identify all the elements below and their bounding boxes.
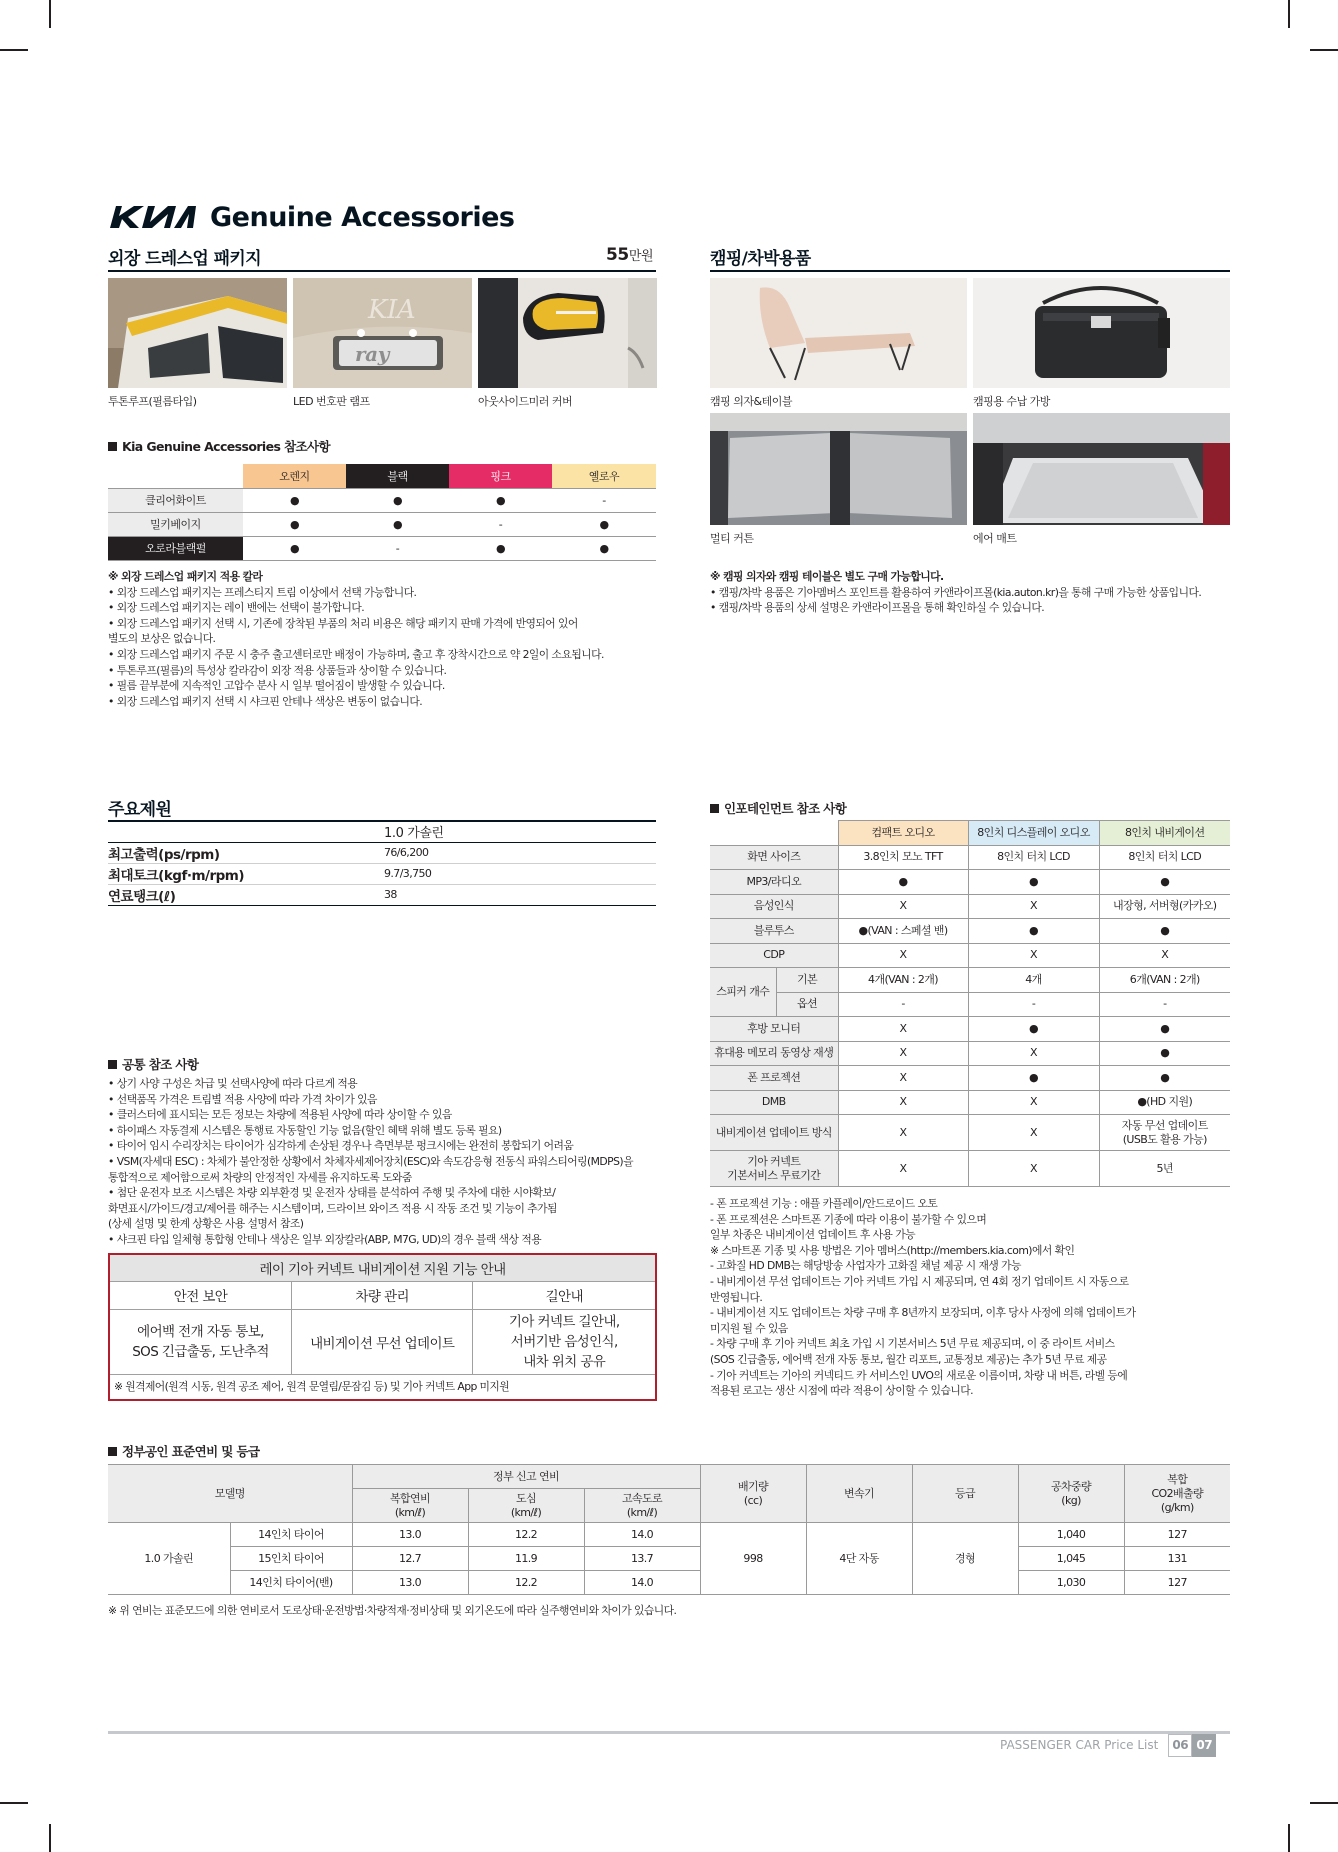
table-cell: - xyxy=(1099,992,1230,1017)
table-row xyxy=(710,1041,1230,1066)
row-label: MP3/라디오 xyxy=(710,870,838,895)
table-cell: ● xyxy=(449,488,552,512)
row-label: 밀키베이지 xyxy=(108,512,243,536)
table-cell xyxy=(1099,1115,1230,1151)
table-cell: 8인치 터치 LCD xyxy=(968,845,1099,870)
note-line: • 타이어 임시 수리장치는 타이어가 심각하게 손상된 경우나 측면부분 펑크시에는 완전히 봉합되기 어려움 xyxy=(108,1139,574,1153)
table-cell: 11.9 xyxy=(468,1547,584,1571)
color-ref-table xyxy=(108,464,656,561)
table-cell: - xyxy=(968,992,1099,1017)
note-line: • 선택품목 가격은 트림별 적용 사양에 따라 가격 차이가 있음 xyxy=(108,1092,377,1106)
table-header-row xyxy=(108,822,656,842)
table-cell: X xyxy=(838,943,968,968)
brand-header xyxy=(108,200,514,234)
cell-line: 기본서비스 무료기간 xyxy=(727,1168,821,1182)
table-row xyxy=(108,1571,1230,1595)
note-line: - 폰 프로젝션은 스마트폰 기종에 따라 이용이 불가할 수 있으며 xyxy=(710,1212,987,1226)
crop-mark xyxy=(0,49,28,51)
cell-line: 공차중량 xyxy=(1050,1479,1092,1493)
infotainment-title-text: 인포테인먼트 참조 사항 xyxy=(724,801,847,816)
spec-label: 최대토크(kgf·m/rpm) xyxy=(108,863,384,884)
table-cell: X xyxy=(838,1066,968,1091)
cell-line: (kg) xyxy=(1061,1493,1081,1507)
page-number-left: 06 xyxy=(1168,1734,1192,1757)
note-line: • 외장 드레스업 패키지 선택 시, 기존에 장착된 부품의 처리 비용은 해당 패키지 판매 가격에 반영되어 있어 xyxy=(108,616,578,630)
table-cell: X xyxy=(1099,943,1230,968)
table-cell: ●(VAN : 스페셜 밴) xyxy=(838,919,968,944)
cell-line: 내차 위치 공유 xyxy=(523,1353,606,1370)
table-row xyxy=(710,1066,1230,1091)
table-row xyxy=(110,1374,655,1399)
table-cell: ● xyxy=(1099,870,1230,895)
common-title-text: 공통 참조 사항 xyxy=(122,1057,199,1072)
connect-header-safety: 안전 보안 xyxy=(110,1282,291,1310)
table-cell: 1,045 xyxy=(1018,1547,1124,1571)
table-cell: X xyxy=(838,1041,968,1066)
notes-heading: ※ 외장 드레스업 패키지 적용 칼라 xyxy=(108,570,263,583)
table-cell: X xyxy=(968,1090,1099,1115)
note-line: - 기아 커넥트는 기아의 커넥티드 카 서비스인 UVO의 새로운 이름이며, 차량 내 버튼, 라벨 등에 xyxy=(710,1368,1128,1382)
table-cell: X xyxy=(838,1090,968,1115)
note-line: (SOS 긴급출동, 에어백 전개 자동 통보, 월간 리포트, 교통정보 제공)는 추가 5년 무료 제공 xyxy=(710,1352,1107,1366)
two-tone-roof-caption: 투톤루프(필름타입) xyxy=(108,395,197,408)
table-cell: 13.7 xyxy=(584,1547,700,1571)
table-cell: ● xyxy=(1099,919,1230,944)
note-line: 통합적으로 제어함으로써 차량의 안정적인 자세를 유지하도록 도와줌 xyxy=(108,1170,412,1184)
cell-line: 자동 무선 업데이트 xyxy=(1121,1118,1208,1132)
note-line: - 차량 구매 후 기아 커넥트 최초 가입 시 기본서비스 5년 무료 제공되며, 이 중 라이트 서비스 xyxy=(710,1337,1115,1351)
kia-logo-icon xyxy=(108,204,198,230)
note-line: • 샤크핀 타입 일체형 통합형 안테나 색상은 일부 외장칼라(ABP, M7G, UD)의 경우 블랙 색상 적용 xyxy=(108,1232,542,1246)
table-cell: ● xyxy=(243,488,346,512)
row-label: 내비게이션 업데이트 방식 xyxy=(710,1115,838,1151)
svg-text:ray: ray xyxy=(355,342,389,366)
note-line: • 외장 드레스업 패키지는 레이 밴에는 선택이 불가합니다. xyxy=(108,601,365,615)
spec-column-header: 1.0 가솔린 xyxy=(384,822,656,842)
note-line: • 클러스터에 표시되는 모든 정보는 차량에 적용된 사양에 따라 상이할 수 있음 xyxy=(108,1108,452,1122)
row-label: CDP xyxy=(710,943,838,968)
specs-table xyxy=(108,822,656,906)
fuel-model-cell: 1.0 가솔린 xyxy=(108,1523,230,1595)
table-cell: 14.0 xyxy=(584,1523,700,1547)
dressup-price-unit: 만원 xyxy=(628,249,654,264)
table-cell: 13.0 xyxy=(352,1571,468,1595)
table-header-blank xyxy=(108,822,384,842)
crop-mark xyxy=(1288,1824,1290,1852)
table-cell: ● xyxy=(243,512,346,536)
color-header-black: 블랙 xyxy=(346,464,449,488)
table-row xyxy=(710,894,1230,919)
note-line: • 상기 사양 구성은 차급 및 선택사양에 따라 다르게 적용 xyxy=(108,1077,358,1090)
table-row xyxy=(108,536,656,560)
fuel-title xyxy=(108,1442,259,1460)
table-row xyxy=(710,919,1230,944)
note-line: 적용된 로고는 생산 시점에 따라 적용이 상이할 수 있습니다. xyxy=(710,1384,974,1398)
note-line: • 투톤루프(필름)의 특성상 칼라감이 외장 적용 상품들과 상이할 수 있습니다. xyxy=(108,663,447,677)
fuel-grade-cell: 경형 xyxy=(912,1523,1018,1595)
cell-line: 기아 커넥트 길안내, xyxy=(508,1313,620,1330)
crop-mark xyxy=(1310,49,1338,51)
section-rule xyxy=(108,270,656,272)
cell-line: (km/ℓ) xyxy=(394,1505,426,1519)
common-notes xyxy=(108,1076,633,1248)
table-row xyxy=(710,1017,1230,1042)
table-row xyxy=(710,943,1230,968)
dressup-price xyxy=(606,245,653,265)
row-label: 후방 모니터 xyxy=(710,1017,838,1042)
spec-value: 9.7/3,750 xyxy=(384,863,656,884)
table-cell: ● xyxy=(243,536,346,560)
table-cell: X xyxy=(968,943,1099,968)
fuel-tire-cell: 15인치 타이어 xyxy=(230,1547,352,1571)
fuel-transmission-cell: 4단 자동 xyxy=(806,1523,912,1595)
table-cell: - xyxy=(838,992,968,1017)
table-cell: ● xyxy=(968,1066,1099,1091)
table-cell: 12.7 xyxy=(352,1547,468,1571)
crop-mark xyxy=(1288,0,1290,28)
table-cell: ● xyxy=(346,512,449,536)
cell-line: 복합연비 xyxy=(389,1491,431,1505)
table-header-blank xyxy=(108,464,243,488)
connect-navigation-cell xyxy=(473,1309,655,1374)
common-title xyxy=(108,1055,198,1073)
dressup-title: 외장 드레스업 패키지 xyxy=(108,249,262,269)
notes-heading: ※ 캠핑 의자와 캠핑 테이블은 별도 구매 가능합니다. xyxy=(710,570,944,583)
connect-header-navigation: 길안내 xyxy=(473,1282,655,1310)
fuel-header-model: 모델명 xyxy=(108,1465,352,1523)
table-cell: 8인치 터치 LCD xyxy=(1099,845,1230,870)
crop-mark xyxy=(0,1802,28,1804)
row-label: 음성인식 xyxy=(710,894,838,919)
camping-chair-caption: 캠핑 의자&테이블 xyxy=(710,395,792,408)
table-header-row xyxy=(110,1255,655,1282)
mirror-cover-caption: 아웃사이드미러 커버 xyxy=(478,395,573,408)
specs-title: 주요제원 xyxy=(108,800,172,820)
note-line: 별도의 보상은 없습니다. xyxy=(108,632,216,646)
connect-vehicle-cell: 내비게이션 무선 업데이트 xyxy=(291,1309,472,1374)
fuel-economy-table xyxy=(108,1464,1230,1595)
row-label: DMB xyxy=(710,1090,838,1115)
table-cell: 3.8인치 모노 TFT xyxy=(838,845,968,870)
table-cell: ●(HD 지원) xyxy=(1099,1090,1230,1115)
infotainment-title xyxy=(710,799,846,817)
led-plate-lamp-caption: LED 번호판 램프 xyxy=(293,395,370,408)
table-row xyxy=(108,512,656,536)
info-header-display-audio: 8인치 디스플레이 오디오 xyxy=(968,821,1099,846)
note-line: • 외장 드레스업 패키지 주문 시 충주 출고센터로만 배정이 가능하며, 출고 후 장착시간으로 약 2일이 소요됩니다. xyxy=(108,647,604,661)
table-cell: 내장형, 서버형(카카오) xyxy=(1099,894,1230,919)
table-cell: ● xyxy=(552,536,656,560)
table-header-row xyxy=(110,1282,655,1310)
table-cell: 1,040 xyxy=(1018,1523,1124,1547)
fuel-tire-cell: 14인치 타이어(밴) xyxy=(230,1571,352,1595)
color-header-yellow: 옐로우 xyxy=(552,464,656,488)
bullet-square-icon xyxy=(108,442,117,451)
cell-line: 고속도로 xyxy=(621,1491,663,1505)
note-line: • 캠핑/차박 용품은 기아멤버스 포인트를 활용하여 카앤라이프몰(kia.auton.kr)을 통해 구매 가능한 상품입니다. xyxy=(710,585,1202,599)
table-header-blank xyxy=(710,821,838,846)
note-line: - 내비게이션 무선 업데이트는 기아 커넥트 가입 시 제공되며, 연 4회 정기 업데이트 시 자동으로 xyxy=(710,1274,1129,1288)
spec-value: 38 xyxy=(384,884,656,905)
table-cell: ● xyxy=(1099,1041,1230,1066)
row-label xyxy=(710,1151,838,1187)
table-cell: 6개(VAN : 2개) xyxy=(1099,968,1230,993)
cell-line: 에어백 전개 자동 통보, xyxy=(137,1323,264,1340)
air-mat-caption: 에어 매트 xyxy=(973,532,1017,545)
row-label: 오로라블랙펄 xyxy=(108,536,243,560)
table-row xyxy=(710,845,1230,870)
cell-line: SOS 긴급출동, 도난추적 xyxy=(132,1343,269,1360)
table-cell: X xyxy=(838,1115,968,1151)
note-line: 일부 차종은 내비게이션 업데이트 후 사용 가능 xyxy=(710,1228,916,1242)
dressup-notes xyxy=(108,569,604,709)
air-mat-photo xyxy=(973,413,1230,525)
connect-note: ※ 원격제어(원격 시동, 원격 공조 제어, 원격 문열림/문잠김 등) 및 기아 커넥트 App 미지원 xyxy=(110,1374,655,1399)
color-header-pink: 핑크 xyxy=(449,464,552,488)
led-plate-lamp-photo xyxy=(293,278,472,388)
cell-line: 도심 xyxy=(515,1491,537,1505)
kia-connect-table xyxy=(110,1255,655,1399)
table-cell: X xyxy=(968,1041,1099,1066)
fuel-header-weight xyxy=(1018,1465,1124,1523)
fuel-header-highway xyxy=(584,1489,700,1523)
fuel-note: ※ 위 연비는 표준모드에 의한 연비로서 도로상태·운전방법·차량적재·정비상태 및 외기온도에 따라 실주행연비와 차이가 있습니다. xyxy=(108,1604,677,1617)
footer-label: PASSENGER CAR Price List xyxy=(1000,1738,1159,1752)
cell-line: 기아 커넥트 xyxy=(747,1154,801,1168)
color-ref-title xyxy=(108,437,330,455)
camping-chair-photo xyxy=(710,278,967,388)
page-number-right: 07 xyxy=(1192,1734,1216,1757)
two-tone-roof-photo xyxy=(108,278,287,388)
table-cell: 12.2 xyxy=(468,1571,584,1595)
fuel-header-city xyxy=(468,1489,584,1523)
row-label: 폰 프로젝션 xyxy=(710,1066,838,1091)
camping-bag-photo xyxy=(973,278,1230,388)
table-cell: 131 xyxy=(1124,1547,1230,1571)
infotainment-table xyxy=(710,820,1230,1187)
table-cell: ● xyxy=(968,1017,1099,1042)
kia-connect-box xyxy=(108,1253,657,1401)
row-label: 화면 사이즈 xyxy=(710,845,838,870)
camping-bag-caption: 캠핑용 수납 가방 xyxy=(973,395,1050,408)
table-row xyxy=(108,1547,1230,1571)
bullet-square-icon xyxy=(108,1060,117,1069)
fuel-displacement-cell: 998 xyxy=(700,1523,806,1595)
cell-line: (cc) xyxy=(743,1493,763,1507)
connect-header-vehicle: 차량 관리 xyxy=(291,1282,472,1310)
row-label: 스피커 개수 xyxy=(710,968,776,1017)
table-cell: ● xyxy=(968,919,1099,944)
fuel-header-displacement xyxy=(700,1465,806,1523)
color-header-orange: 오렌지 xyxy=(243,464,346,488)
fuel-header-grade: 등급 xyxy=(912,1465,1018,1523)
table-header-row xyxy=(108,1465,1230,1489)
row-label: 휴대용 메모리 동영상 재생 xyxy=(710,1041,838,1066)
table-cell: ● xyxy=(552,512,656,536)
infotainment-notes xyxy=(710,1196,1135,1399)
multi-curtain-photo xyxy=(710,413,967,525)
table-cell: - xyxy=(346,536,449,560)
dressup-price-number: 55 xyxy=(606,245,629,265)
note-line: 미지원 될 수 있음 xyxy=(710,1321,788,1335)
table-cell: 13.0 xyxy=(352,1523,468,1547)
brand-title: Genuine Accessories xyxy=(210,201,515,233)
table-row xyxy=(108,863,656,884)
table-cell: - xyxy=(552,488,656,512)
table-cell: 127 xyxy=(1124,1571,1230,1595)
table-cell: X xyxy=(968,1151,1099,1187)
crop-mark xyxy=(1310,1802,1338,1804)
svg-text:KIA: KIA xyxy=(368,295,416,325)
camping-notes xyxy=(710,569,1201,616)
section-rule xyxy=(710,270,1230,272)
fuel-header-transmission: 변속기 xyxy=(806,1465,912,1523)
row-label: 클리어화이트 xyxy=(108,488,243,512)
table-cell: ● xyxy=(346,488,449,512)
note-line: ※ 스마트폰 기종 및 사용 방법은 기아 멤버스(http://members.kia.com)에서 확인 xyxy=(710,1243,1075,1257)
cell-line: 복합 xyxy=(1167,1472,1188,1486)
table-cell: - xyxy=(449,512,552,536)
kia-connect-title: 레이 기아 커넥트 내비게이션 지원 기능 안내 xyxy=(110,1255,655,1282)
table-cell: 127 xyxy=(1124,1523,1230,1547)
table-cell: 4개(VAN : 2개) xyxy=(838,968,968,993)
spec-value: 76/6,200 xyxy=(384,842,656,863)
color-ref-title-text: Kia Genuine Accessories 참조사항 xyxy=(122,439,330,454)
table-row xyxy=(710,870,1230,895)
info-header-navigation: 8인치 내비게이션 xyxy=(1099,821,1230,846)
cell-line: 배기량 xyxy=(737,1479,769,1493)
footer-page-label xyxy=(1000,1734,1216,1757)
table-cell: 1,030 xyxy=(1018,1571,1124,1595)
note-line: • 외장 드레스업 패키지는 프레스티지 트림 이상에서 선택 가능합니다. xyxy=(108,585,417,599)
bullet-square-icon xyxy=(108,1447,117,1456)
table-cell: X xyxy=(838,1017,968,1042)
table-cell: 4개 xyxy=(968,968,1099,993)
table-cell: X xyxy=(968,1115,1099,1151)
table-cell: ● xyxy=(1099,1066,1230,1091)
table-header-row xyxy=(108,464,656,488)
note-line: - 고화질 HD DMB는 해당방송 사업자가 고화질 채널 제공 시 재생 가능 xyxy=(710,1259,1021,1273)
row-sublabel: 기본 xyxy=(776,968,838,993)
note-line: 화면표시/가이드/경고/제어를 해주는 시스템이며, 드라이브 와이즈 적용 시 작동 조건 및 기능이 추가됨 xyxy=(108,1201,557,1215)
row-label: 블루투스 xyxy=(710,919,838,944)
fuel-title-text: 정부공인 표준연비 및 등급 xyxy=(122,1444,260,1459)
note-line: (상세 설명 및 한계 상황은 사용 설명서 참조) xyxy=(108,1217,304,1231)
cell-line: (USB도 활용 가능) xyxy=(1122,1132,1207,1146)
table-row xyxy=(710,1151,1230,1187)
camping-title: 캠핑/차박용품 xyxy=(710,249,811,269)
cell-line: (km/ℓ) xyxy=(626,1505,658,1519)
note-line: - 내비게이션 지도 업데이트는 차량 구매 후 8년까지 보장되며, 이후 당사 사정에 의해 업데이트가 xyxy=(710,1306,1136,1320)
table-cell: 14.0 xyxy=(584,1571,700,1595)
table-row xyxy=(108,884,656,905)
table-row xyxy=(108,842,656,863)
note-line: • 캠핑/차박 용품의 상세 설명은 카앤라이프몰을 통해 확인하실 수 있습니다. xyxy=(710,601,1045,615)
spec-label: 연료탱크(ℓ) xyxy=(108,884,384,905)
note-line: - 폰 프로젝션 기능 : 애플 카플레이/안드로이드 오토 xyxy=(710,1197,938,1210)
table-cell: X xyxy=(968,894,1099,919)
table-row xyxy=(710,968,1230,993)
spec-label: 최고출력(ps/rpm) xyxy=(108,842,384,863)
cell-line: CO2배출량 xyxy=(1151,1486,1204,1500)
fuel-header-official: 정부 신고 연비 xyxy=(352,1465,700,1489)
fuel-header-combined xyxy=(352,1489,468,1523)
table-row xyxy=(108,1523,1230,1547)
table-cell: ● xyxy=(838,870,968,895)
table-cell: X xyxy=(838,894,968,919)
note-line: 반영됩니다. xyxy=(710,1290,763,1304)
cell-line: (g/km) xyxy=(1160,1500,1194,1514)
table-cell: X xyxy=(838,1151,968,1187)
fuel-header-co2 xyxy=(1124,1465,1230,1523)
crop-mark xyxy=(49,0,51,28)
multi-curtain-caption: 멀티 커튼 xyxy=(710,532,754,545)
table-row xyxy=(108,488,656,512)
connect-safety-cell xyxy=(110,1309,291,1374)
crop-mark xyxy=(49,1824,51,1852)
table-cell: ● xyxy=(1099,1017,1230,1042)
bullet-square-icon xyxy=(710,804,719,813)
table-header-row xyxy=(710,821,1230,846)
cell-line: (km/ℓ) xyxy=(510,1505,542,1519)
table-row xyxy=(710,1090,1230,1115)
row-sublabel: 옵션 xyxy=(776,992,838,1017)
table-row xyxy=(710,1115,1230,1151)
table-cell: ● xyxy=(449,536,552,560)
note-line: • 필름 끝부분에 지속적인 고압수 분사 시 일부 떨어짐이 발생할 수 있습니다. xyxy=(108,679,445,693)
info-header-compact-audio: 컴팩트 오디오 xyxy=(838,821,968,846)
note-line: • 외장 드레스업 패키지 선택 시 샤크핀 안테나 색상은 변동이 없습니다. xyxy=(108,694,423,708)
table-cell: ● xyxy=(968,870,1099,895)
note-line: • 하이패스 자동결제 시스템은 통행료 자동할인 기능 없음(할인 혜택 위해 별도 등록 필요) xyxy=(108,1123,502,1137)
table-row xyxy=(710,992,1230,1017)
note-line: • VSM(자세대 ESC) : 차체가 불안정한 상황에서 차체자세제어장치(ESC)와 속도감응형 전동식 파워스티어링(MDPS)을 xyxy=(108,1154,633,1168)
table-cell: 5년 xyxy=(1099,1151,1230,1187)
mirror-cover-photo xyxy=(478,278,657,388)
fuel-tire-cell: 14인치 타이어 xyxy=(230,1523,352,1547)
table-cell: 12.2 xyxy=(468,1523,584,1547)
note-line: • 첨단 운전자 보조 시스템은 차량 외부환경 및 운전자 상태를 분석하여 주행 및 주차에 대한 시야확보/ xyxy=(108,1186,556,1200)
table-row xyxy=(110,1309,655,1374)
cell-line: 서버기반 음성인식, xyxy=(510,1333,618,1350)
